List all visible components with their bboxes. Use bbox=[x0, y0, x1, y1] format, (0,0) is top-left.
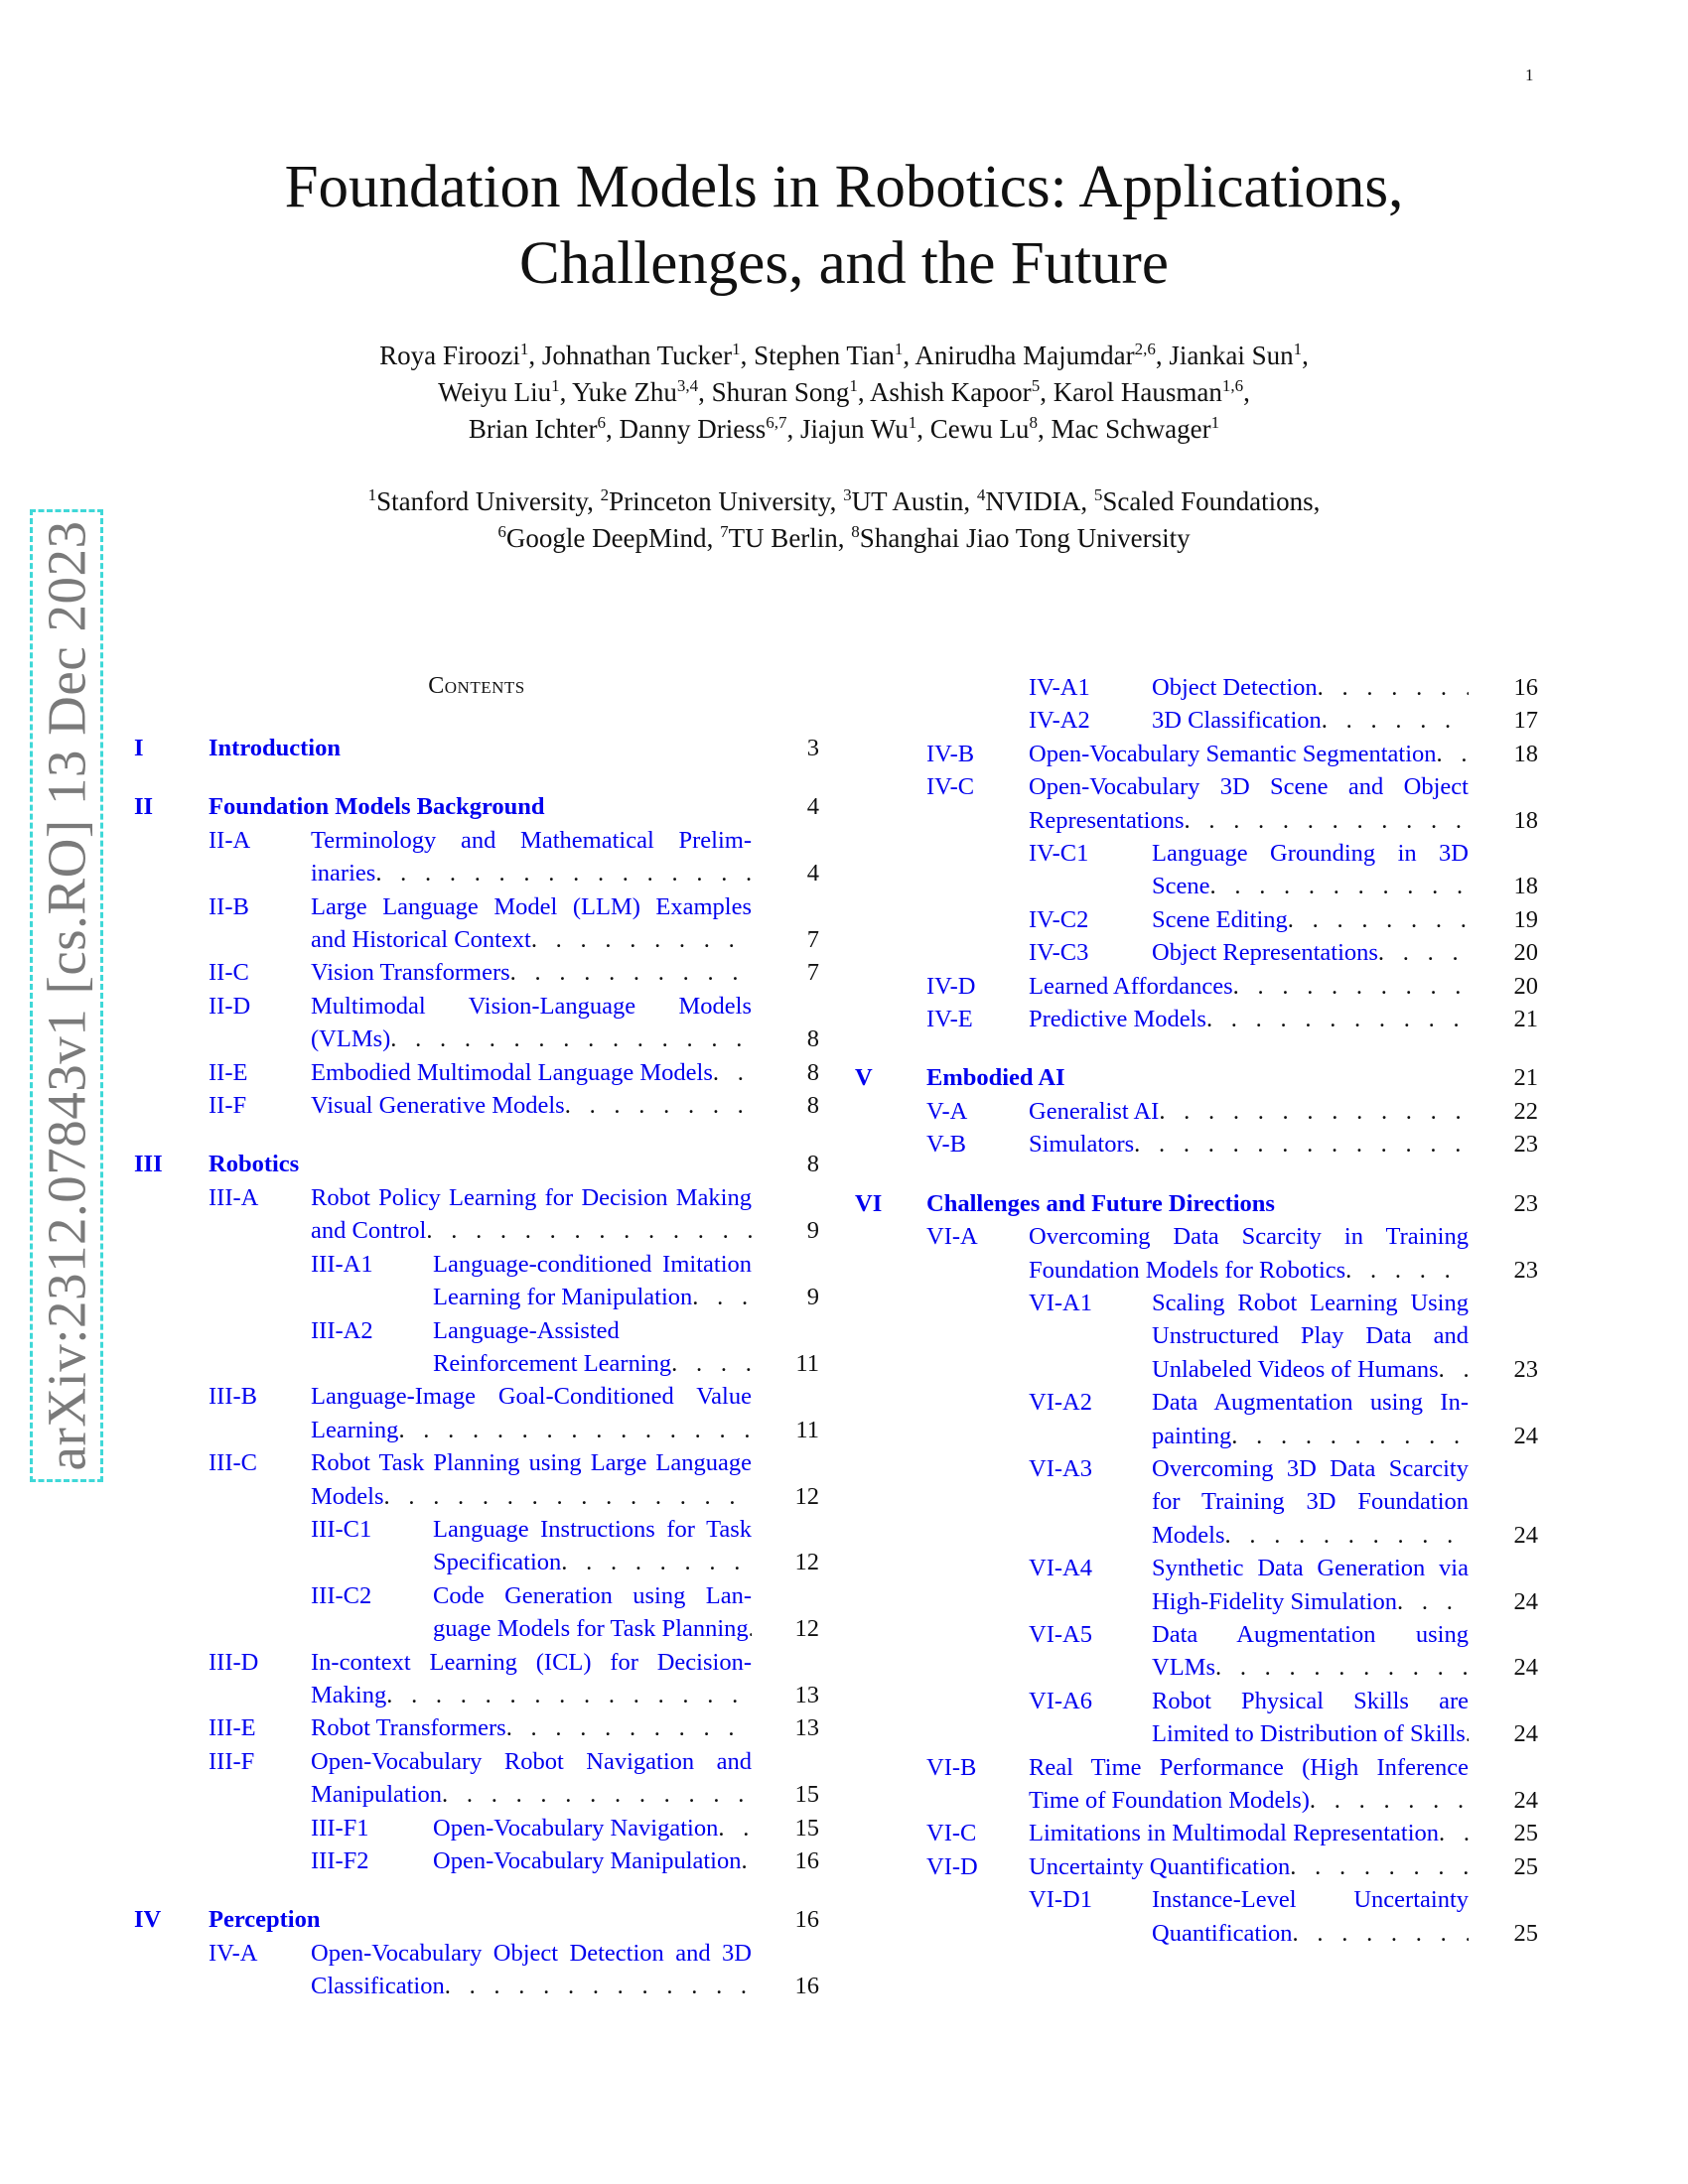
author-name: Roya Firoozi bbox=[379, 341, 520, 370]
toc-page-number: 8 bbox=[806, 1151, 819, 1178]
toc-section-title-link[interactable] bbox=[1152, 671, 1469, 704]
toc-section-title[interactable]: Generalist AI . . . bbox=[1029, 1098, 1159, 1125]
toc-section-title[interactable]: Predictive Models . . . bbox=[1029, 1006, 1206, 1032]
toc-entry-level-3[interactable] bbox=[855, 1452, 1538, 1552]
toc-section-title[interactable]: Robot Physical Skills are Limited to Distribution of Skills . . . bbox=[1152, 1688, 1469, 1747]
toc-section-title-link[interactable] bbox=[433, 1579, 752, 1646]
toc-entry-level-2[interactable] bbox=[855, 1751, 1538, 1818]
toc-page-number: 12 bbox=[794, 1482, 819, 1510]
paper-title bbox=[0, 149, 1688, 302]
toc-section-number[interactable]: IV bbox=[134, 1906, 162, 1934]
toc-section-title[interactable]: Language-Image Goal-Conditioned Value Learning . . . bbox=[311, 1383, 752, 1442]
toc-section-number[interactable]: VI-A1 bbox=[1029, 1289, 1092, 1316]
toc-section-title[interactable]: Object Representations . . . bbox=[1152, 939, 1378, 966]
author-affiliation-mark: 6 bbox=[597, 413, 607, 432]
toc-entry-level-2[interactable] bbox=[855, 970, 1538, 1003]
author-affiliation-mark: 1 bbox=[519, 340, 529, 358]
arxiv-stamp[interactable] bbox=[30, 509, 103, 1482]
toc-section-title[interactable]: Uncertainty Quantification . . . bbox=[1029, 1853, 1290, 1880]
toc-page-number: 8 bbox=[806, 1092, 819, 1120]
toc-page-number: 13 bbox=[794, 1681, 819, 1708]
toc-section-title[interactable]: Robot Task Planning using Large Language Models . . . bbox=[311, 1449, 752, 1509]
toc-section-title-link[interactable] bbox=[311, 1056, 752, 1089]
toc-section-title[interactable]: Open-Vocabulary Navigation . . . bbox=[433, 1815, 718, 1842]
toc-page-number: 12 bbox=[794, 1549, 819, 1576]
toc-section-number[interactable]: VI-A3 bbox=[1029, 1454, 1092, 1482]
toc-page-number: 25 bbox=[1513, 1820, 1538, 1847]
toc-section-number[interactable]: III-F bbox=[209, 1747, 255, 1775]
toc-section-number[interactable]: II-E bbox=[209, 1058, 248, 1086]
title-line: Challenges, and the Future bbox=[519, 230, 1169, 297]
toc-section-number[interactable]: III-C2 bbox=[311, 1581, 372, 1609]
author-name: Jiankai Sun bbox=[1169, 341, 1294, 370]
toc-section-title-link[interactable] bbox=[1029, 1817, 1469, 1849]
toc-section-title[interactable]: Data Augmentation using Inpainting . . . bbox=[1152, 1389, 1469, 1448]
author-affiliation-mark: 1 bbox=[551, 376, 560, 395]
toc-section-title[interactable]: Multimodal Vision-Language Models (VLMs) . . . bbox=[311, 993, 752, 1052]
toc-section-title-link[interactable] bbox=[433, 1812, 752, 1844]
toc-page-number: 16 bbox=[794, 1906, 819, 1934]
toc-entry-level-3[interactable] bbox=[134, 1812, 819, 1844]
arxiv-identifier[interactable]: arXiv:2312.07843v1 [cs.RO] 13 Dec 2023 bbox=[36, 520, 97, 1471]
toc-section-number[interactable]: III-B bbox=[209, 1383, 257, 1411]
toc-section-title[interactable]: Simulators . . . bbox=[1029, 1131, 1134, 1158]
toc-section-number[interactable]: III bbox=[134, 1151, 163, 1178]
toc-section-title-link[interactable] bbox=[1152, 704, 1469, 737]
toc-section-number[interactable]: VI-D bbox=[926, 1852, 978, 1880]
toc-entry-level-3[interactable] bbox=[855, 1386, 1538, 1452]
author-line: Roya Firoozi$^1$, Johnathan Tucker$^1$, Stephen Tian$^1$, Anirudha Majumdar$^{2,6}$, Jiankai Sun$^1$, bbox=[379, 340, 1309, 370]
toc-entry-level-3[interactable] bbox=[855, 936, 1538, 969]
toc-section-title-link[interactable] bbox=[1152, 1287, 1469, 1386]
toc-section-number[interactable]: III-C bbox=[209, 1449, 257, 1477]
toc-entry-level-3[interactable] bbox=[855, 1552, 1538, 1618]
toc-section-number[interactable]: II bbox=[134, 793, 154, 821]
author-affiliation-mark: 1 bbox=[908, 413, 917, 432]
toc-page-number: 15 bbox=[794, 1781, 819, 1809]
toc-section-title[interactable]: Perception bbox=[209, 1906, 321, 1934]
toc-section-number[interactable]: IV-A bbox=[209, 1939, 258, 1967]
toc-page-number: 21 bbox=[1513, 1064, 1538, 1092]
toc-entry-level-3[interactable] bbox=[134, 1844, 819, 1877]
toc-page-number: 4 bbox=[806, 860, 819, 887]
page-number: 1 bbox=[1525, 66, 1534, 84]
toc-page-number: 18 bbox=[1513, 873, 1538, 900]
toc-section-title[interactable]: Overcoming Data Scarcity in Training Foundation Models for Robotics . . . bbox=[1029, 1223, 1469, 1283]
toc-section-number[interactable]: VI-A2 bbox=[1029, 1389, 1092, 1417]
toc-page-number: 18 bbox=[1513, 740, 1538, 767]
toc-page-number: 24 bbox=[1513, 1587, 1538, 1615]
toc-page-number: 24 bbox=[1513, 1521, 1538, 1549]
affiliation-line: $^6$Google DeepMind, $^7$TU Berlin, $^8$Shanghai Jiao Tong University bbox=[497, 522, 1191, 553]
toc-entry-level-2[interactable] bbox=[134, 1056, 819, 1089]
toc-section-title[interactable]: Scaling Robot Learning Using Unstructured Play Data and Unlabeled Videos of Humans . . . bbox=[1152, 1290, 1469, 1383]
toc-section-title[interactable]: Terminology and Mathematical Preliminaries . . . bbox=[311, 827, 752, 887]
affiliation-mark: 7 bbox=[720, 522, 729, 541]
toc-section-number[interactable]: II-B bbox=[209, 892, 249, 920]
toc-section-title-link[interactable] bbox=[926, 1061, 1471, 1094]
toc-section-title[interactable]: Open-Vocabulary Semantic Segmentation . . . bbox=[1029, 741, 1437, 767]
toc-page-number: 9 bbox=[806, 1284, 819, 1311]
toc-page-number: 20 bbox=[1513, 939, 1538, 967]
toc-page-number: 22 bbox=[1513, 1097, 1538, 1125]
toc-section-number[interactable]: III-A2 bbox=[311, 1316, 373, 1344]
toc-section-number[interactable]: II-A bbox=[209, 826, 251, 854]
toc-section-title-link[interactable] bbox=[311, 1181, 752, 1248]
affiliation-name: UT Austin bbox=[851, 486, 964, 516]
author-line: Brian Ichter$^6$, Danny Driess$^{6,7}$, Jiajun Wu$^1$, Cewu Lu$^8$, Mac Schwager$^1$ bbox=[468, 413, 1220, 444]
toc-section-number[interactable]: III-E bbox=[209, 1714, 256, 1742]
toc-entry-level-2[interactable] bbox=[855, 770, 1538, 837]
author-affiliation-mark: 3,4 bbox=[676, 376, 699, 395]
author-name: Karol Hausman bbox=[1053, 377, 1222, 407]
toc-entry-level-2[interactable] bbox=[855, 1220, 1538, 1287]
toc-section-number[interactable]: III-F2 bbox=[311, 1847, 369, 1874]
toc-entry-level-2[interactable] bbox=[855, 1128, 1538, 1160]
toc-section-title-link[interactable] bbox=[209, 1148, 753, 1180]
author-affiliation-mark: 1 bbox=[849, 376, 858, 395]
toc-page-number: 23 bbox=[1513, 1355, 1538, 1383]
toc-page-number: 23 bbox=[1513, 1189, 1538, 1217]
toc-entry-level-2[interactable] bbox=[855, 1095, 1538, 1128]
toc-section-number[interactable]: II-D bbox=[209, 992, 251, 1020]
toc-entry-level-3[interactable] bbox=[855, 1618, 1538, 1685]
toc-section-title-link[interactable] bbox=[311, 1646, 752, 1712]
toc-section-title-link[interactable] bbox=[311, 1089, 752, 1122]
toc-entry-level-3[interactable] bbox=[134, 1513, 819, 1579]
affiliation-name: Google DeepMind bbox=[505, 523, 707, 553]
affiliation-name: Princeton University bbox=[609, 486, 830, 516]
toc-section-number[interactable]: IV-C2 bbox=[1029, 905, 1089, 933]
toc-section-title-link[interactable] bbox=[1029, 770, 1469, 837]
author-name: Yuke Zhu bbox=[572, 377, 677, 407]
toc-entry-level-3[interactable] bbox=[855, 704, 1538, 737]
toc-page-number: 25 bbox=[1513, 1919, 1538, 1947]
toc-section-title-link[interactable] bbox=[311, 1937, 752, 2003]
toc-entry-level-2[interactable] bbox=[134, 1711, 819, 1744]
toc-entry-level-2[interactable] bbox=[134, 1089, 819, 1122]
affiliation-name: TU Berlin bbox=[728, 523, 838, 553]
toc-section-title-link[interactable] bbox=[209, 732, 753, 764]
toc-section-title-link[interactable] bbox=[433, 1248, 752, 1314]
toc-section-title[interactable]: In-context Learning (ICL) for Decision-Making . . . bbox=[311, 1649, 752, 1708]
toc-page-number: 20 bbox=[1513, 972, 1538, 1000]
author-name: Shuran Song bbox=[711, 377, 850, 407]
toc-section-title-link[interactable] bbox=[1152, 1552, 1469, 1618]
toc-entry-level-3[interactable] bbox=[134, 1314, 819, 1381]
title-line: Foundation Models in Robotics: Applications, bbox=[284, 154, 1404, 220]
toc-section-title[interactable]: Overcoming 3D Data Scarcity for Training 3D Foundation Models . . . bbox=[1152, 1455, 1469, 1549]
toc-section-number[interactable]: III-D bbox=[209, 1648, 259, 1676]
author-name: Brian Ichter bbox=[468, 414, 598, 444]
toc-section-number[interactable]: III-F1 bbox=[311, 1814, 369, 1842]
toc-section-title[interactable]: Vision Transformers . . . bbox=[311, 959, 510, 986]
toc-section-title[interactable]: Data Augmentation using VLMs . . . bbox=[1152, 1621, 1469, 1681]
toc-entry-level-2[interactable] bbox=[134, 990, 819, 1056]
toc-section-title-link[interactable] bbox=[311, 956, 752, 989]
toc-section-title[interactable]: Open-Vocabulary 3D Scene and Object Representations . . . bbox=[1029, 773, 1469, 833]
toc-section-number[interactable]: III-A bbox=[209, 1183, 259, 1211]
toc-page-number: 24 bbox=[1513, 1720, 1538, 1748]
toc-section-title-link[interactable] bbox=[1029, 1751, 1469, 1818]
toc-section-number[interactable]: IV-D bbox=[926, 972, 976, 1000]
author-name: Johnathan Tucker bbox=[541, 341, 733, 370]
toc-section-number[interactable]: II-C bbox=[209, 959, 249, 987]
author-affiliation-mark: 1 bbox=[1293, 340, 1303, 358]
toc-entry-level-2[interactable] bbox=[134, 824, 819, 890]
toc-page-number: 7 bbox=[806, 926, 819, 954]
toc-section-title-link[interactable] bbox=[1029, 1220, 1469, 1287]
toc-page-number: 9 bbox=[806, 1217, 819, 1245]
toc-page-number: 11 bbox=[795, 1349, 819, 1377]
author-name: Mac Schwager bbox=[1051, 414, 1211, 444]
author-affiliation-mark: 1 bbox=[894, 340, 904, 358]
toc-page-number: 18 bbox=[1513, 806, 1538, 834]
toc-page-number: 23 bbox=[1513, 1131, 1538, 1159]
toc-entry-level-1[interactable] bbox=[855, 1061, 1538, 1094]
toc-section-title[interactable]: Large Language Model (LLM) Examples and Historical Context . . . bbox=[311, 893, 752, 953]
toc-section-title-link[interactable] bbox=[209, 790, 753, 823]
toc-section-number[interactable]: IV-E bbox=[926, 1006, 973, 1033]
toc-section-title[interactable]: Language Grounding in 3D Scene . . . bbox=[1152, 840, 1469, 899]
author-name: Stephen Tian bbox=[754, 341, 895, 370]
toc-section-title-link[interactable] bbox=[1029, 1850, 1469, 1883]
toc-entry-level-2[interactable] bbox=[134, 1745, 819, 1812]
toc-section-title-link[interactable] bbox=[1152, 936, 1469, 969]
toc-entry-level-1[interactable] bbox=[855, 1187, 1538, 1220]
toc-section-title-link[interactable] bbox=[311, 990, 752, 1056]
toc-page-number: 7 bbox=[806, 959, 819, 987]
toc-section-number[interactable]: V bbox=[855, 1064, 873, 1092]
toc-entry-level-2[interactable] bbox=[855, 738, 1538, 770]
affiliation-mark: 1 bbox=[367, 485, 377, 504]
toc-section-title[interactable]: Scene Editing . . . bbox=[1152, 906, 1288, 933]
toc-entry-level-3[interactable] bbox=[855, 1883, 1538, 1950]
toc-section-title[interactable]: Language Instructions for Task Specification . . . bbox=[433, 1516, 752, 1575]
toc-section-title-link[interactable] bbox=[1152, 1386, 1469, 1452]
author-affiliation-mark: 8 bbox=[1029, 413, 1038, 432]
author-list bbox=[0, 338, 1688, 448]
toc-page-number: 8 bbox=[806, 1058, 819, 1086]
toc-section-number[interactable]: VI-A4 bbox=[1029, 1555, 1092, 1582]
toc-entry-level-3[interactable] bbox=[855, 671, 1538, 704]
author-name: Anirudha Majumdar bbox=[914, 341, 1135, 370]
toc-section-title-link[interactable] bbox=[1152, 1685, 1469, 1751]
contents-heading: Contents bbox=[428, 673, 525, 699]
toc-entry-level-1[interactable] bbox=[134, 1148, 819, 1180]
toc-entry-level-1[interactable] bbox=[134, 790, 819, 823]
toc-entry-level-3[interactable] bbox=[855, 1685, 1538, 1751]
toc-section-title[interactable]: Object Detection . . . bbox=[1152, 674, 1318, 701]
author-name: Jiajun Wu bbox=[800, 414, 909, 444]
toc-section-title-link[interactable] bbox=[926, 1187, 1471, 1220]
affiliation-mark: 2 bbox=[600, 485, 610, 504]
toc-section-number[interactable]: V-A bbox=[926, 1097, 968, 1125]
toc-section-title-link[interactable] bbox=[433, 1844, 752, 1877]
toc-page-number: 11 bbox=[795, 1416, 819, 1443]
toc-section-title-link[interactable] bbox=[433, 1314, 752, 1381]
toc-section-title-link[interactable] bbox=[311, 1446, 752, 1513]
toc-section-title-link[interactable] bbox=[311, 1380, 752, 1446]
toc-left-column bbox=[134, 732, 819, 2003]
toc-entry-level-2[interactable] bbox=[855, 1003, 1538, 1035]
toc-section-number[interactable]: IV-C3 bbox=[1029, 939, 1089, 967]
toc-page-number: 15 bbox=[794, 1814, 819, 1842]
toc-section-number[interactable]: VI-A6 bbox=[1029, 1687, 1092, 1714]
author-affiliation-mark: 5 bbox=[1031, 376, 1041, 395]
toc-entry-level-2[interactable] bbox=[855, 1850, 1538, 1883]
toc-entry-level-3[interactable] bbox=[855, 903, 1538, 936]
author-affiliation-mark: 6,7 bbox=[766, 413, 787, 432]
toc-section-title[interactable]: Language-Assisted Reinforcement Learning . . . bbox=[433, 1317, 671, 1377]
toc-section-title[interactable]: Instance-Level Uncertainty Quantification . . . bbox=[1152, 1886, 1469, 1946]
toc-section-number[interactable]: VI bbox=[855, 1189, 883, 1217]
toc-section-title-link[interactable] bbox=[1029, 1003, 1469, 1035]
toc-entry-level-2[interactable] bbox=[134, 1937, 819, 2003]
toc-section-number[interactable]: I bbox=[134, 735, 144, 761]
toc-entry-level-2[interactable] bbox=[134, 890, 819, 957]
toc-entry-level-2[interactable] bbox=[855, 1817, 1538, 1849]
affiliation-list bbox=[0, 483, 1688, 557]
affiliation-mark: 8 bbox=[851, 522, 860, 541]
toc-page-number: 24 bbox=[1513, 1422, 1538, 1449]
toc-section-title[interactable]: Open-Vocabulary Object Detection and 3D Classification . . . bbox=[311, 1940, 752, 1999]
toc-section-number[interactable]: IV-C1 bbox=[1029, 840, 1089, 868]
toc-entry-level-3[interactable] bbox=[134, 1579, 819, 1646]
toc-section-title[interactable]: Open-Vocabulary Robot Navigation and Manipulation . . . bbox=[311, 1748, 752, 1808]
toc-section-title[interactable]: Limitations in Multimodal Representation . . . bbox=[1029, 1820, 1439, 1846]
toc-page-number: 3 bbox=[806, 735, 819, 761]
toc-section-title[interactable]: Challenges and Future Directions bbox=[926, 1189, 1275, 1217]
toc-page-number: 13 bbox=[794, 1714, 819, 1742]
toc-section-title-link[interactable] bbox=[1029, 738, 1469, 770]
author-name: Danny Driess bbox=[619, 414, 767, 444]
author-affiliation-mark: 1 bbox=[732, 340, 741, 358]
toc-section-number[interactable]: IV-A2 bbox=[1029, 707, 1090, 735]
affiliation-name: Stanford University bbox=[376, 486, 588, 516]
toc-section-title[interactable]: 3D Classification . . . bbox=[1152, 707, 1322, 734]
toc-section-title[interactable]: Code Generation using Language Models for Task Planning . . . bbox=[433, 1582, 752, 1642]
toc-section-number[interactable]: V-B bbox=[926, 1131, 966, 1159]
toc-section-title-link[interactable] bbox=[433, 1513, 752, 1579]
toc-entry-level-2[interactable] bbox=[134, 956, 819, 989]
toc-entry-level-2[interactable] bbox=[134, 1181, 819, 1248]
toc-page-number: 12 bbox=[794, 1615, 819, 1643]
toc-right-column bbox=[855, 671, 1538, 1950]
toc-page-number: 16 bbox=[794, 1847, 819, 1874]
toc-page-number: 23 bbox=[1513, 1256, 1538, 1284]
toc-page-number: 19 bbox=[1513, 905, 1538, 933]
toc-page-number: 25 bbox=[1513, 1852, 1538, 1880]
toc-page-number: 17 bbox=[1513, 707, 1538, 735]
toc-entry-level-2[interactable] bbox=[134, 1380, 819, 1446]
toc-entry-level-2[interactable] bbox=[134, 1446, 819, 1513]
toc-entry-level-1[interactable] bbox=[134, 1903, 819, 1936]
toc-section-number[interactable]: IV-C bbox=[926, 773, 975, 801]
affiliation-name: Scaled Foundations bbox=[1102, 486, 1314, 516]
toc-entry-level-3[interactable] bbox=[855, 837, 1538, 903]
toc-section-title[interactable]: Real Time Performance (High Inference Time of Foundation Models) . . . bbox=[1029, 1754, 1469, 1814]
toc-section-title-link[interactable] bbox=[1029, 1128, 1469, 1160]
toc-section-title[interactable]: Embodied Multimodal Language Models . . . bbox=[311, 1059, 713, 1086]
toc-section-title[interactable]: Embodied AI bbox=[926, 1064, 1065, 1092]
toc-section-number[interactable]: III-C1 bbox=[311, 1515, 372, 1543]
toc-entry-level-1[interactable] bbox=[134, 732, 819, 764]
toc-section-title-link[interactable] bbox=[311, 890, 752, 957]
toc-section-title-link[interactable] bbox=[1152, 1618, 1469, 1685]
author-affiliation-mark: 1,6 bbox=[1221, 376, 1244, 395]
toc-section-number[interactable]: VI-C bbox=[926, 1820, 977, 1847]
toc-section-title[interactable]: Visual Generative Models . . . bbox=[311, 1092, 565, 1119]
toc-section-title-link[interactable] bbox=[311, 1745, 752, 1812]
toc-section-title[interactable]: Robot Policy Learning for Decision Making and Control . . . bbox=[311, 1184, 752, 1244]
toc-page-number: 16 bbox=[1513, 674, 1538, 701]
toc-section-title[interactable]: Synthetic Data Generation via High-Fidelity Simulation . . . bbox=[1152, 1555, 1469, 1614]
affiliation-name: Shanghai Jiao Tong University bbox=[859, 523, 1191, 553]
toc-page-number: 24 bbox=[1513, 1654, 1538, 1682]
affiliation-mark: 6 bbox=[497, 522, 506, 541]
toc-entry-level-3[interactable] bbox=[855, 1287, 1538, 1386]
affiliation-mark: 4 bbox=[976, 485, 986, 504]
toc-page-number: 4 bbox=[806, 793, 819, 821]
toc-section-title-link[interactable] bbox=[1029, 970, 1469, 1003]
toc-section-title-link[interactable] bbox=[311, 1711, 752, 1744]
affiliation-mark: 5 bbox=[1093, 485, 1103, 504]
toc-page-number: 8 bbox=[806, 1025, 819, 1053]
toc-section-title[interactable]: Foundation Models Background bbox=[209, 793, 545, 821]
author-name: Weiyu Liu bbox=[438, 377, 552, 407]
toc-section-number[interactable]: VI-A bbox=[926, 1223, 978, 1251]
toc-section-number[interactable]: II-F bbox=[209, 1092, 247, 1120]
toc-section-number[interactable]: IV-B bbox=[926, 740, 975, 767]
toc-section-number[interactable]: VI-A5 bbox=[1029, 1620, 1092, 1648]
toc-page-number: 21 bbox=[1513, 1006, 1538, 1033]
toc-page-number: 16 bbox=[794, 1973, 819, 2000]
toc-section-title-link[interactable] bbox=[209, 1903, 753, 1936]
toc-section-number[interactable]: VI-D1 bbox=[1029, 1886, 1092, 1914]
affiliation-line: $^1$Stanford University, $^2$Princeton University, $^3$UT Austin, $^4$NVIDIA, $^5$Scaled Foundations, bbox=[367, 485, 1321, 516]
toc-section-title[interactable]: Introduction bbox=[209, 735, 341, 761]
toc-section-number[interactable]: IV-A1 bbox=[1029, 674, 1090, 701]
author-name: Cewu Lu bbox=[929, 414, 1030, 444]
author-affiliation-mark: 2,6 bbox=[1134, 340, 1156, 358]
toc-page-number: 24 bbox=[1513, 1787, 1538, 1814]
toc-section-title-link[interactable] bbox=[1152, 1883, 1469, 1950]
toc-section-title[interactable]: Language-conditioned Imitation Learning for Manipulation . . . bbox=[433, 1251, 752, 1310]
toc-section-title-link[interactable] bbox=[1152, 837, 1469, 903]
toc-section-title-link[interactable] bbox=[1152, 1452, 1469, 1552]
toc-section-title-link[interactable] bbox=[1152, 903, 1469, 936]
toc-section-title[interactable]: Learned Affordances . . . bbox=[1029, 973, 1233, 1000]
toc-section-title[interactable]: Robotics bbox=[209, 1151, 300, 1178]
toc-entry-level-3[interactable] bbox=[134, 1248, 819, 1314]
toc-entry-level-2[interactable] bbox=[134, 1646, 819, 1712]
author-name: Ashish Kapoor bbox=[869, 377, 1032, 407]
affiliation-name: NVIDIA bbox=[985, 486, 1081, 516]
author-affiliation-mark: 1 bbox=[1210, 413, 1220, 432]
toc-section-number[interactable]: III-A1 bbox=[311, 1250, 373, 1278]
toc-section-title-link[interactable] bbox=[1029, 1095, 1469, 1128]
toc-section-number[interactable]: VI-B bbox=[926, 1753, 977, 1781]
toc-section-title-link[interactable] bbox=[311, 824, 752, 890]
toc-section-title[interactable]: Robot Transformers . . . bbox=[311, 1714, 506, 1741]
author-line: Weiyu Liu$^1$, Yuke Zhu$^{3,4}$, Shuran Song$^1$, Ashish Kapoor$^5$, Karol Hausman$^{1,6}$, bbox=[438, 376, 1250, 407]
affiliation-mark: 3 bbox=[843, 485, 852, 504]
toc-section-title[interactable]: Open-Vocabulary Manipulation . . . bbox=[433, 1847, 742, 1874]
